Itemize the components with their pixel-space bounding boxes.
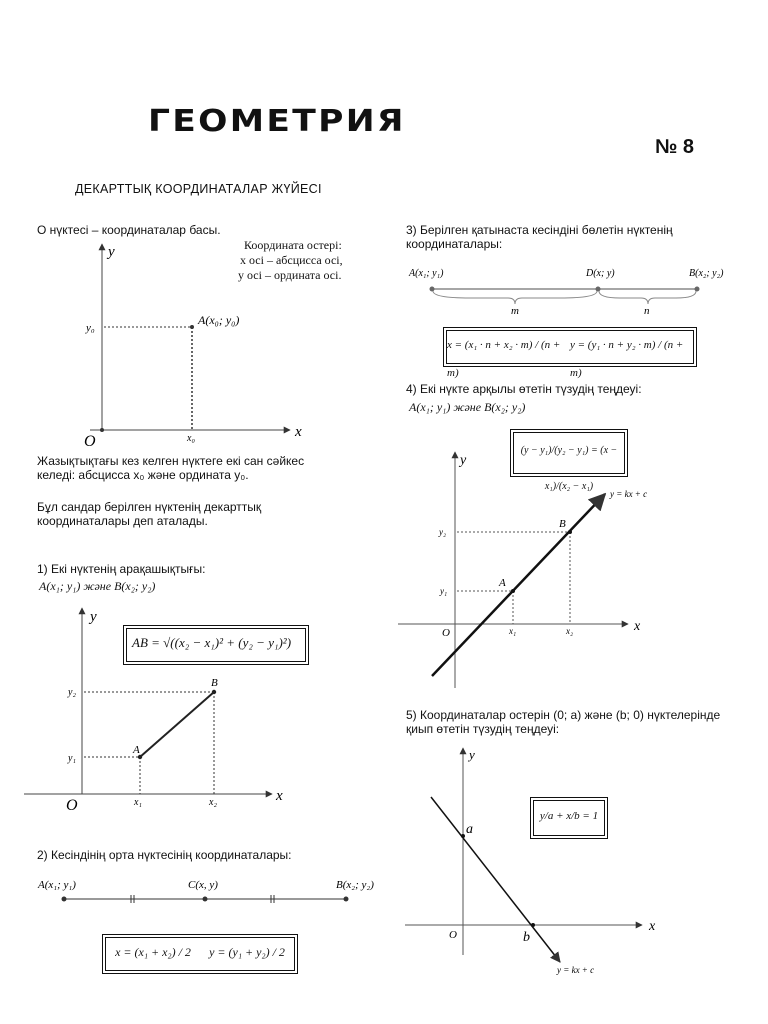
- point-A-label: A(x₁; y₁): [409, 268, 444, 279]
- point-B-label: B: [211, 677, 218, 689]
- n-label: n: [644, 305, 650, 317]
- line-equation-label: y = kx + c: [557, 965, 595, 975]
- point-B-label: B(x₂; y₂): [689, 268, 724, 279]
- b-label: b: [523, 930, 530, 945]
- page-subtitle: ДЕКАРТТЫҚ КООРДИНАТАЛАР ЖҮЙЕСІ: [75, 182, 322, 196]
- point-A-label: A: [499, 577, 506, 589]
- line-two-points-formula: (y − y₁)/(y₂ − y₁) = (x − x₁)/(x₂ − x₁): [513, 432, 625, 474]
- origin-label: O: [442, 627, 450, 639]
- y1-label: y₁: [440, 586, 448, 596]
- x2-label: x₂: [209, 797, 217, 808]
- y-axis-label: y: [460, 453, 467, 468]
- section5-heading: 5) Координаталар остерін (0; a) және (b; 0) нүктелерінде қиып өтетін түзудің теңдеуі:: [406, 708, 721, 736]
- point-C-label: C(x, y): [188, 879, 218, 891]
- y-intercept-point: [461, 834, 465, 838]
- y2-label: y₂: [439, 527, 447, 537]
- ratio-formula-y: y = (y₁ · n + y₂ · m) / (n + m): [570, 339, 684, 379]
- distance-formula: AB = √((x₂ − x₁)² + (y₂ − y₁)²): [126, 628, 306, 662]
- issue-number: № 8: [655, 136, 694, 158]
- origin-definition: O нүктесі – координаталар басы.: [37, 223, 221, 237]
- section1-heading: 1) Екі нүктенің арақашықтығы:: [37, 562, 206, 576]
- x1-label: x₁: [509, 626, 517, 636]
- point-A-label: A(x₀; y₀): [198, 313, 240, 327]
- origin-label: O: [449, 929, 457, 941]
- intercept-formula: y/a + x/b = 1: [533, 800, 605, 836]
- x-axis-label: x: [276, 788, 283, 804]
- axes-title: Координата остері:: [244, 238, 342, 252]
- section4-points: A(x₁; y₁) және B(x₂; y₂): [409, 400, 526, 414]
- midpoint-formula-y: y = (y₁ + y₂) / 2: [209, 945, 285, 959]
- x-axis-label: x: [649, 919, 656, 934]
- m-label: m: [511, 305, 519, 317]
- midpoint-formula-x: x = (x₁ + x₂) / 2: [115, 945, 191, 959]
- y1-label: y₁: [68, 753, 76, 764]
- point-B-label: B: [559, 518, 566, 530]
- y-axis-label: y: [108, 244, 115, 260]
- x-axis-label: x: [634, 619, 641, 634]
- y2-label: y₂: [68, 687, 76, 698]
- coordinates-definition: Бұл сандар берілген нүктенің декарттық координаталары деп аталады.: [37, 500, 262, 528]
- x1-label: x₁: [134, 797, 142, 808]
- line-equation-label: y = kx + c: [610, 489, 648, 499]
- y-axis-label: y: [90, 609, 97, 625]
- section2-heading: 2) Кесіндінің орта нүктесінің координаталары:: [37, 848, 292, 862]
- section4-heading: 4) Екі нүкте арқылы өтетін түзудің теңдеуі:: [406, 382, 642, 396]
- point-A-label: A: [133, 744, 140, 756]
- ratio-formula-x: x = (x₁ · n + x₂ · m) / (n + m): [447, 339, 561, 379]
- x0-label: x₀: [187, 433, 195, 444]
- section3-heading: 3) Берілген қатынаста кесіндіні бөлетін нүктенің координаталары:: [406, 223, 673, 251]
- section1-points: A(x₁; y₁) және B(x₂; y₂): [39, 579, 156, 593]
- origin-label: O: [66, 797, 78, 814]
- y0-label: y₀: [86, 322, 95, 334]
- axis-y-definition: y осі – ордината осі.: [238, 268, 342, 282]
- coordinates-description: Жазықтықтағы кез келген нүктеге екі сан сәйкес келеді: абсцисса x₀ және ордината y₀.: [37, 454, 305, 482]
- point-B-label: B(x₂; y₂): [336, 879, 374, 891]
- page-title: ГЕОМЕТРИЯ: [148, 104, 406, 139]
- x-axis-label: x: [295, 424, 302, 440]
- origin-label: O: [84, 433, 96, 450]
- point-D-label: D(x; y): [586, 268, 615, 279]
- axis-x-definition: x осі – абсцисса осі,: [240, 253, 343, 267]
- x2-label: x₂: [566, 626, 574, 636]
- y-axis-label: y: [469, 747, 475, 762]
- point-A-label: A(x₁; y₁): [38, 879, 76, 891]
- a-label: a: [466, 822, 473, 837]
- x-intercept-point: [531, 923, 535, 927]
